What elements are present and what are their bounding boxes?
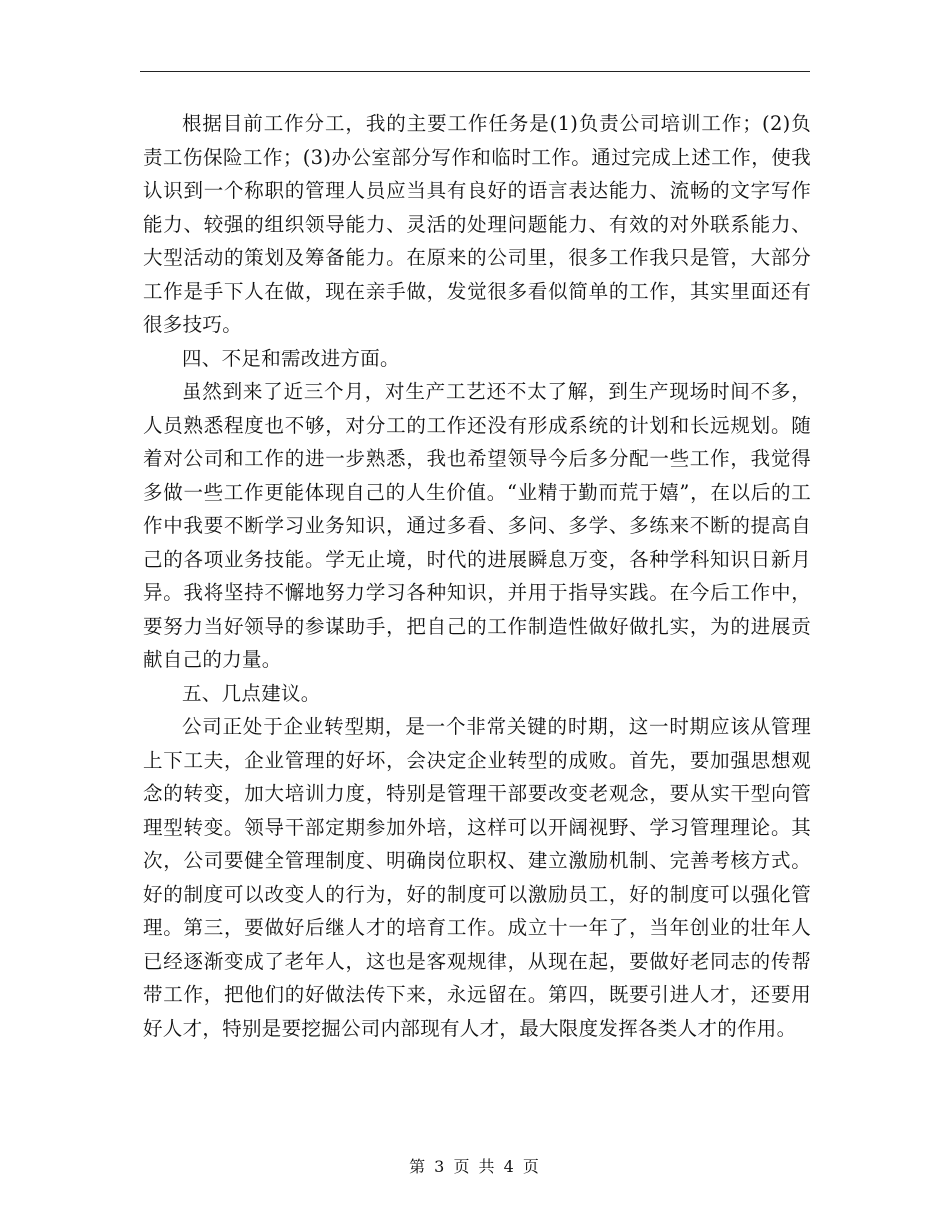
- paragraph-shortcomings: 虽然到来了近三个月，对生产工艺还不太了解，到生产现场时间不多，人员熟悉程度也不够，对分工的工作还没有形成系统的计划和长远规划。随着对公司和工作的进一步熟悉，我也希望领导今后多分配一些工作，我觉得多做一些工作更能体现自己的人生价值。“业精于勤而荒于嬉”，在以后的工作中我要不断学习业务知识，通过多看、多问、多学、多练来不断的提高自己的各项业务技能。学无止境，时代的进展瞬息万变，各种学科知识日新月异。我将坚持不懈地努力学习各种知识，并用于指导实践。在今后工作中，要努力当好领导的参谋助手，把自己的工作制造性做好做扎实，为的进展贡献自己的力量。: [143, 380, 811, 671]
- page-number: [0, 1154, 950, 1177]
- paragraph-suggestions: 公司正处于企业转型期，是一个非常关键的时期，这一时期应该从管理上下工夫，企业管理的好坏，会决定企业转型的成败。首先，要加强思想观念的转变，加大培训力度，特别是管理干部要改变老观念，要从实干型向管理型转变。领导干部定期参加外培，这样可以开阔视野、学习管理理论。其次，公司要健全管理制度、明确岗位职权、建立激励机制、完善考核方式。好的制度可以改变人的行为，好的制度可以激励员工，好的制度可以强化管理。第三，要做好后继人才的培育工作。成立十一年了，当年创业的壮年人已经逐渐变成了老年人，这也是客观规律，从现在起，要做好老同志的传帮带工作，把他们的好做法传下来，永远留在。第四，既要引进人才，还要用好人才，特别是要挖掘公司内部现有人才，最大限度发挥各类人才的作用。: [143, 715, 811, 1040]
- section-heading-suggestions: 五、几点建议。: [182, 681, 321, 705]
- document-body: [143, 107, 811, 1045]
- section-heading-shortcomings: 四、不足和需改进方面。: [182, 346, 400, 370]
- total-pages: 4: [503, 1157, 516, 1176]
- page-middle: 页 共: [453, 1157, 497, 1176]
- current-page: 3: [434, 1157, 447, 1176]
- page-prefix: 第: [409, 1157, 428, 1176]
- page-suffix: 页: [522, 1157, 541, 1176]
- header-rule: [140, 71, 810, 72]
- paragraph-work-tasks: 根据目前工作分工，我的主要工作任务是(1)负责公司培训工作；(2)负责工伤保险工作；(3)办公室部分写作和临时工作。通过完成上述工作，使我认识到一个称职的管理人员应当具有良好的语言表达能力、流畅的文字写作能力、较强的组织领导能力、灵活的处理问题能力、有效的对外联系能力、大型活动的策划及筹备能力。在原来的公司里，很多工作我只是管，大部分工作是手下人在做，现在亲手做，发觉很多看似简单的工作，其实里面还有很多技巧。: [143, 112, 811, 336]
